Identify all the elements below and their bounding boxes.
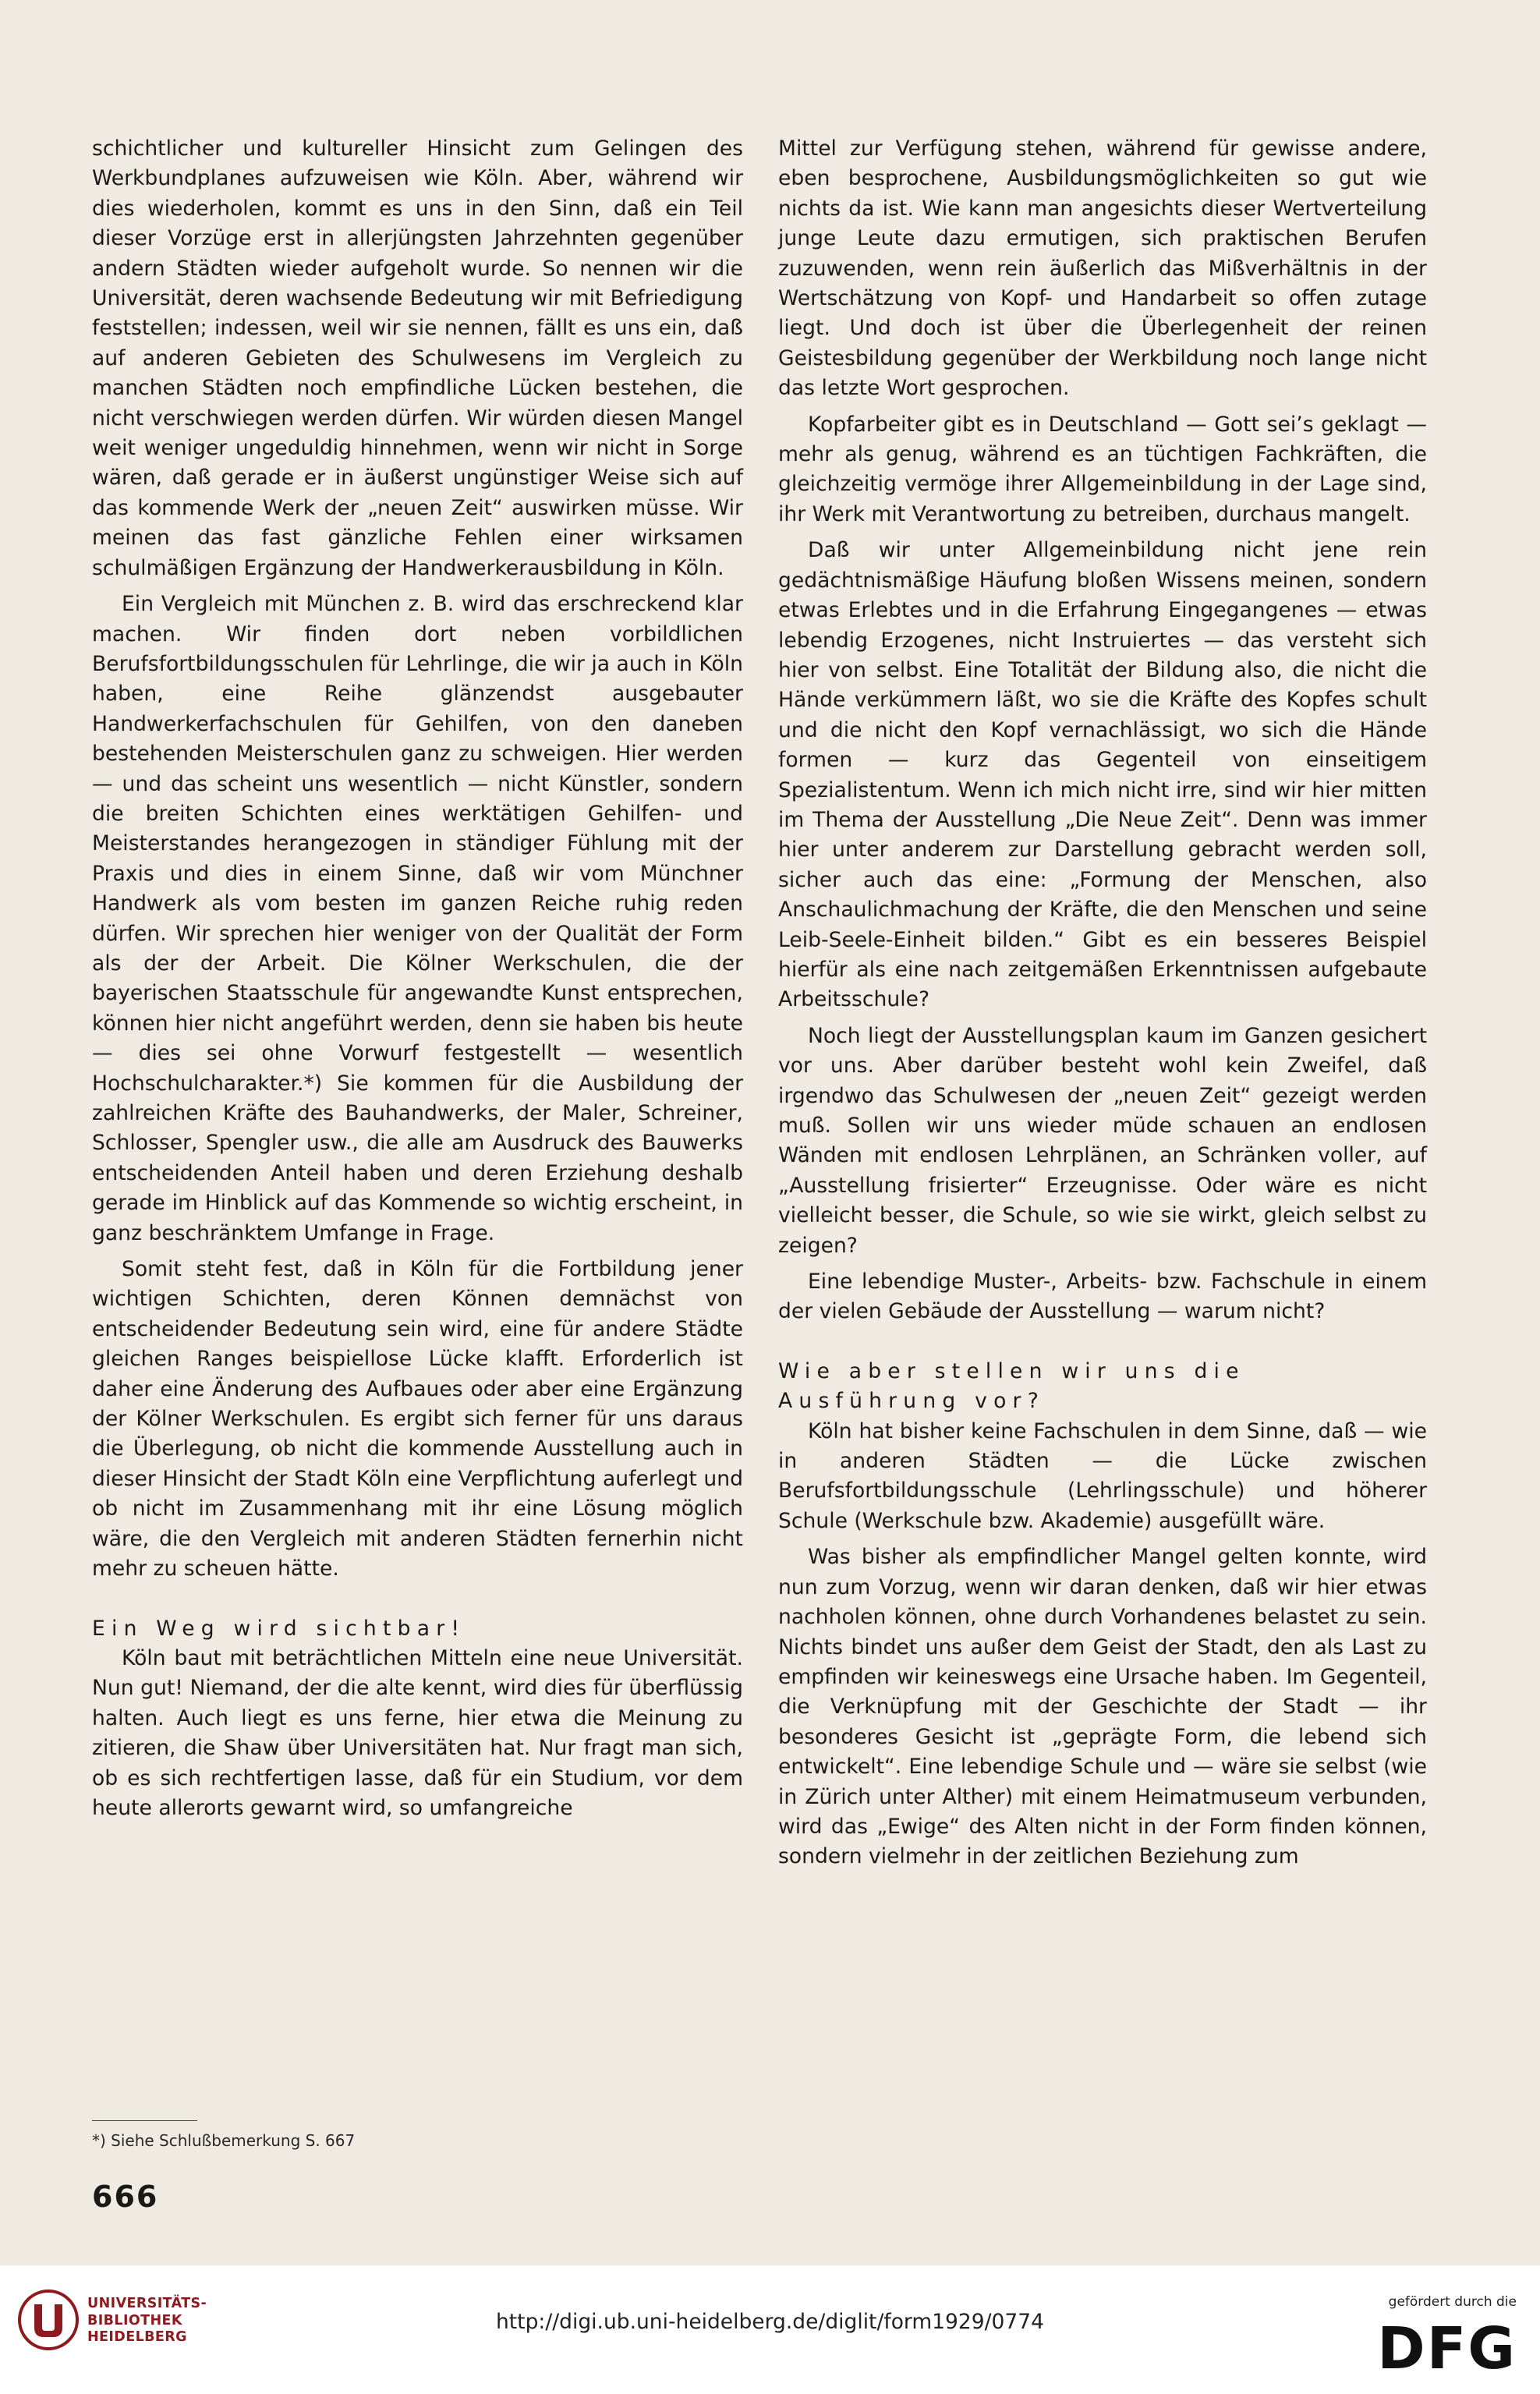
paragraph: Eine lebendige Muster-, Arbeits- bzw. Fachschule in einem der vielen Gebäude der Ausstellung — warum nicht? <box>778 1270 1427 1324</box>
sponsor-caption: gefördert durch die <box>1388 2294 1517 2310</box>
library-name-line: UNIVERSITÄTS- <box>87 2296 207 2311</box>
section-heading: Ein Weg wird sichtbar! <box>92 1616 466 1641</box>
paragraph: Mittel zur Verfügung stehen, während für gewisse andere, eben besprochene, Ausbildungsmöglichkeiten so gut wie nichts da ist. Wie kann man angesichts dieser Wertverteilung junge Leute dazu ermutigen, sich praktischen Berufen zuzuwenden, wenn rein äußerlich das Mißverhältnis in der Wertschätzung von Kopf- und Handarbeit so offen zutage liegt. Und doch ist über die Überlegenheit der reinen Geistesbildung gegenüber der Werkbildung noch lange nicht das letzte Wort gesprochen. <box>778 136 1427 401</box>
footnote: *) Siehe Schlußbemerkung S. 667 <box>92 2131 356 2150</box>
paragraph: Was bisher als empfindlicher Mangel gelten konnte, wird nun zum Vorzug, wenn wir daran denken, daß wir hier etwas nachholen können, ohne durch Vorhandenes belastet zu sein. Nichts bindet uns außer dem Geist der Stadt, den als Last zu empfinden wir keineswegs eine Ursache haben. Im Gegenteil, die Verknüpfung mit der Geschichte der Stadt — ihr besonderes Gesicht ist „geprägte Form, die lebend sich entwickelt“. Eine lebendige Schule und — wäre sie selbst (wie in Zürich unter Alther) mit einem Heimatmuseum verbunden, wird das „Ewige“ des Alten nicht in der Form finden können, sondern vielmehr in der zeitlichen Beziehung zum <box>778 1545 1427 1869</box>
footnote-divider <box>92 2120 197 2121</box>
right-column <box>778 134 1427 1872</box>
page-number: 666 <box>92 2180 159 2214</box>
paragraph: Noch liegt der Ausstellungsplan kaum im Ganzen gesichert vor uns. Aber darüber besteht wohl kein Zweifel, daß irgendwo das Schulwesen der „neuen Zeit“ gezeigt werden muß. Sollen wir uns wieder müde schauen an endlosen Wänden mit endlosen Lehrplänen, an Schränken voller, auf „Ausstellung frisierter“ Erzeugnisse. Oder wäre es nicht vielleicht besser, die Schule, so wie sie wirkt, gleich selbst zu zeigen? <box>778 1023 1427 1258</box>
paragraph: Ein Vergleich mit München z. B. wird das erschreckend klar machen. Wir finden dort neben vorbildlichen Berufsfortbildungsschulen für Lehrlinge, die wir ja auch in Köln haben, eine Reihe glänzendst ausgebauter Handwerkerfachschulen für Gehilfen, von den daneben bestehenden Meisterschulen ganz zu schweigen. Hier werden — und das scheint uns wesentlich — nicht Künstler, sondern die breiten Schichten eines werktätigen Gehilfen- und Meisterstandes herangezogen in ständiger Fühlung mit der Praxis und dies in einem Sinne, daß wir vom Münchner Handwerk als vom besten im ganzen Reiche ruhig reden dürfen. Wir sprechen hier weniger von der Qualität der Form als der der Arbeit. Die Kölner Werkschulen, die der bayerischen Staatsschule für angewandte Kunst entsprechen, können hier nicht angeführt werden, denn sie haben bis heute — dies sei ohne Vorwurf festgestellt — wesentlich Hochschulcharakter.*) Sie kommen für die Ausbildung der zahlreichen Kräfte des Bauhandwerks, der Maler, Schreiner, Schlosser, Spengler usw., die alle am Ausdruck des Bauwerks entscheidenden Anteil haben und deren Erziehung deshalb gerade im Hinblick auf das Kommende so wichtig erscheint, in ganz beschränktem Umfange in Frage. <box>92 592 743 1245</box>
paragraph: Somit steht fest, daß in Köln für die Fortbildung jener wichtigen Schichten, deren Können demnächst von entscheidender Bedeutung sein wird, eine für andere Städte gleichen Ranges beispiellose Lücke klafft. Erforderlich ist daher eine Änderung des Aufbaues oder aber eine Ergänzung der Kölner Werkschulen. Es ergibt sich ferner für uns daraus die Überlegung, ob nicht die kommende Ausstellung auch in dieser Hinsicht der Stadt Köln eine Verpflichtung auferlegt und ob nicht im Zusammenhang mit ihr eine Lösung möglich wäre, die den Vergleich mit anderen Städten fernerhin nicht mehr zu scheuen hätte. <box>92 1257 743 1581</box>
paragraph: Köln baut mit beträchtlichen Mitteln eine neue Universität. Nun gut! Niemand, der die alte kennt, wird dies für überflüssig halten. Auch liegt es uns ferne, hier etwa die Meinung zu zitieren, die Shaw über Universitäten hat. Nur fragt man sich, ob es sich rechtfertigen lasse, daß für ein Studium, vor dem heute allerorts gewarnt wird, so umfangreiche <box>92 1645 743 1820</box>
dfg-logo-icon: DFG <box>1377 2315 1517 2382</box>
library-name-line: BIBLIOTHEK <box>87 2312 182 2328</box>
paragraph: Kopfarbeiter gibt es in Deutschland — Gott sei’s geklagt — mehr als genug, während es an tüchtigen Fachkräften, die gleichzeitig vermöge ihrer Allgemeinbildung in der Lage sind, ihr Werk mit Verantwortung zu betreiben, durchaus mangelt. <box>778 412 1427 526</box>
paragraph: Köln hat bisher keine Fachschulen in dem Sinne, daß — wie in anderen Städten — die Lücke zwischen Berufsfortbildungsschule (Lehrlingsschule) und höherer Schule (Werkschule bzw. Akademie) ausgefüllt wäre. <box>778 1418 1427 1533</box>
source-url-link[interactable]: http://digi.ub.uni-heidelberg.de/diglit/form1929/0774 <box>496 2310 1044 2334</box>
left-column <box>92 134 743 1823</box>
paragraph: schichtlicher und kultureller Hinsicht zum Gelingen des Werkbundplanes aufzuweisen wie Köln. Aber, während wir dies wiederholen, kommt es uns in den Sinn, daß ein Teil dieser Vorzüge erst in allerjüngsten Jahrzehnten gegenüber andern Städten wieder aufgeholt wurde. So nennen wir die Universität, deren wachsende Bedeutung wir mit Befriedigung feststellen; indessen, weil wir sie nennen, fällt es uns ein, daß auf anderen Gebieten des Schulwesens im Vergleich zu manchen Städten noch empfindliche Lücken bestehen, die nicht verschwiegen werden dürfen. Wir würden diesen Mangel weit weniger ungeduldig hinnehmen, wenn wir nicht in Sorge wären, daß gerade er in äußerst ungünstiger Weise sich auf das kommende Werk der „neuen Zeit“ auswirken müsse. Wir meinen das fast gänzliche Fehlen einer wirksamen schulmäßigen Ergänzung der Handwerkerausbildung in Köln. <box>92 136 743 580</box>
library-name-line: HEIDELBERG <box>87 2329 187 2345</box>
section-heading: Wie aber stellen wir uns die Ausführung vor? <box>778 1358 1245 1414</box>
paragraph: Daß wir unter Allgemeinbildung nicht jene rein gedächtnismäßige Häufung bloßen Wissens meinen, sondern etwas Erlebtes und in die Erfahrung Eingegangenes — etwas lebendig Erzogenes, nicht Instruiertes — das versteht sich hier von selbst. Eine Totalität der Bildung also, die nicht die Hände verkümmern läßt, wo sie die Kräfte des Kopfes schult und die nicht den Kopf vernachlässigt, wo sich die Hände formen — kurz das Gegenteil von einseitigem Spezialistentum. Wenn ich mich nicht irre, sind wir hier mitten im Thema der Ausstellung „Die Neue Zeit“. Denn was immer hier unter anderem zur Darstellung gebracht werden soll, sicher auch das eine: „Formung der Menschen, also Anschaulichmachung der Kräfte, die den Menschen und seine Leib-Seele-Einheit bilden.“ Gibt es ein besseres Beispiel hierfür als eine nach zeitgemäßen Erkenntnissen aufgebaute Arbeitsschule? <box>778 538 1427 1012</box>
